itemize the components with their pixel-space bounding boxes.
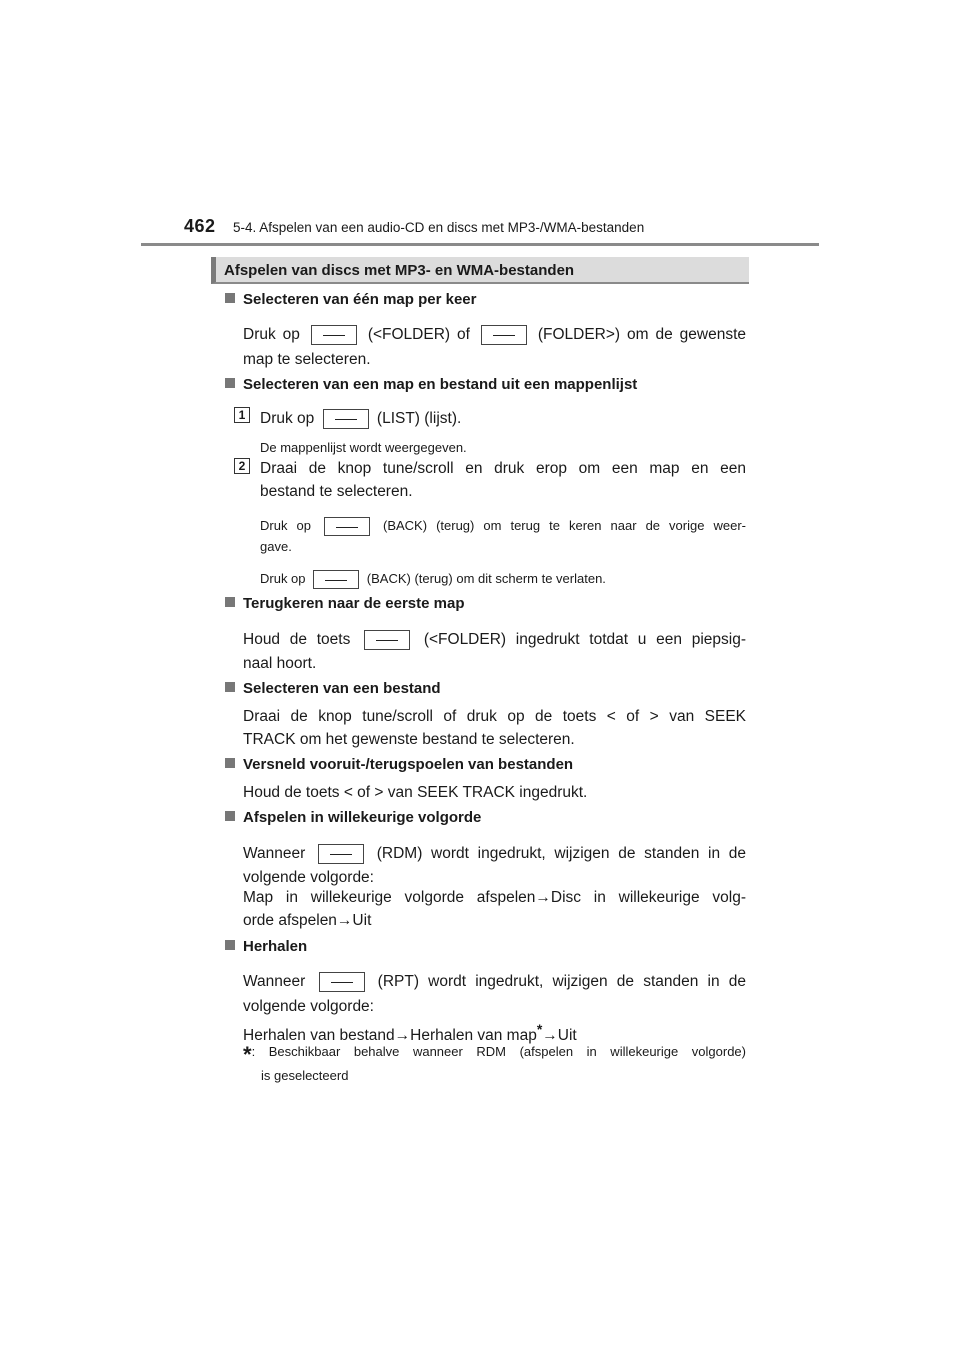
step-2-line-1: Draai de knop tune/scroll en druk erop om een map en een xyxy=(260,460,746,477)
step-number-1: 1 xyxy=(234,407,250,423)
text: →Uit xyxy=(542,1027,577,1044)
text: (RPT) wordt ingedrukt, wijzigen de standen in de xyxy=(377,973,746,990)
list-button-icon xyxy=(323,409,369,429)
paragraph-line: volgende volgorde: xyxy=(243,998,374,1015)
heading-text: Afspelen in willekeurige volgorde xyxy=(243,809,482,826)
heading-text: Selecteren van een map en bestand uit een mappenlijst xyxy=(243,376,638,393)
heading-text: Selecteren van een bestand xyxy=(243,680,441,697)
back-button-icon xyxy=(313,570,359,589)
header-rule xyxy=(141,243,819,246)
text: Druk op xyxy=(260,518,311,533)
folder-down-button-icon xyxy=(311,325,357,345)
asterisk-marker: * xyxy=(536,1021,543,1037)
folder-down-button-icon xyxy=(364,630,410,650)
paragraph-random-play xyxy=(243,842,746,865)
step-number-2: 2 xyxy=(234,458,250,474)
paragraph-select-file-1: Draai de knop tune/scroll of druk op de toets < of > van SEEK xyxy=(243,708,746,725)
running-head: 5-4. Afspelen van een audio-CD en discs met MP3-/WMA-bestanden xyxy=(233,220,645,235)
back-button-icon xyxy=(324,517,370,536)
note-back-exit xyxy=(260,568,606,589)
note-back-previous xyxy=(260,515,746,536)
text: Druk op xyxy=(260,410,315,427)
text: Herhalen van bestand→Herhalen van map xyxy=(243,1027,537,1044)
heading-random-play xyxy=(225,809,481,826)
bullet-icon xyxy=(225,940,235,950)
heading-select-one-folder xyxy=(225,291,476,308)
text: (RDM) wordt ingedrukt, wijzigen de standen in de xyxy=(376,845,747,862)
bullet-icon xyxy=(225,597,235,607)
heading-text: Versneld vooruit-/terugspoelen van bestanden xyxy=(243,756,574,773)
paragraph-line: volgende volgorde: xyxy=(243,869,374,886)
heading-select-from-list xyxy=(225,376,637,393)
heading-text: Selecteren van één map per keer xyxy=(243,291,477,308)
paragraph-fast-forward: Houd de toets < of > van SEEK TRACK ingedrukt. xyxy=(243,784,588,801)
paragraph-select-one-folder xyxy=(243,323,746,346)
paragraph-line: orde afspelen→Uit xyxy=(243,912,372,929)
heading-text: Terugkeren naar de eerste map xyxy=(243,595,465,612)
section-title: Afspelen van discs met MP3- en WMA-bestanden xyxy=(224,262,575,279)
paragraph-select-file-2: TRACK om het gewenste bestand te selecteren. xyxy=(243,731,575,748)
heading-first-folder xyxy=(225,595,464,612)
bullet-icon xyxy=(225,293,235,303)
paragraph-line: naal hoort. xyxy=(243,655,317,672)
bullet-icon xyxy=(225,758,235,768)
heading-fast-forward xyxy=(225,756,573,773)
footnote-line-2: is geselecteerd xyxy=(261,1068,349,1083)
heading-text: Herhalen xyxy=(243,938,308,955)
paragraph-line: map te selecteren. xyxy=(243,351,371,368)
text: (LIST) (lijst). xyxy=(376,410,462,427)
rdm-button-icon xyxy=(318,844,364,864)
text: (<FOLDER) ingedrukt totdat u een piepsig- xyxy=(423,631,747,648)
bullet-icon xyxy=(225,811,235,821)
rpt-button-icon xyxy=(319,972,365,992)
text: Wanneer xyxy=(243,845,306,862)
note-line: gave. xyxy=(260,539,292,554)
paragraph-repeat xyxy=(243,970,746,993)
paragraph-first-folder xyxy=(243,628,746,651)
text: (BACK) (terug) om dit scherm te verlaten. xyxy=(366,571,606,586)
text: Houd de toets xyxy=(243,631,351,648)
paragraph-line: Map in willekeurige volgorde afspelen→Disc in willekeurige volg- xyxy=(243,889,746,906)
text: (FOLDER>) om de gewenste xyxy=(537,326,747,343)
bullet-icon xyxy=(225,682,235,692)
text: (<FOLDER) of xyxy=(367,326,470,343)
step-1-text xyxy=(260,407,461,430)
step-2-line-2: bestand te selecteren. xyxy=(260,483,413,500)
page-number: 462 xyxy=(184,216,216,236)
footnote-text: : Beschikbaar behalve wanneer RDM (afspelen in willekeurige volgorde) xyxy=(251,1044,746,1059)
footnote xyxy=(243,1042,746,1067)
heading-select-file xyxy=(225,680,441,697)
text: Wanneer xyxy=(243,973,306,990)
bullet-icon xyxy=(225,378,235,388)
step-1-note: De mappenlijst wordt weergegeven. xyxy=(260,440,467,455)
text: Druk op xyxy=(260,571,306,586)
folder-up-button-icon xyxy=(481,325,527,345)
heading-repeat xyxy=(225,938,307,955)
text: (BACK) (terug) om terug te keren naar de vorige weer- xyxy=(383,518,746,533)
text: Druk op xyxy=(243,326,300,343)
asterisk-marker: * xyxy=(243,1042,252,1067)
